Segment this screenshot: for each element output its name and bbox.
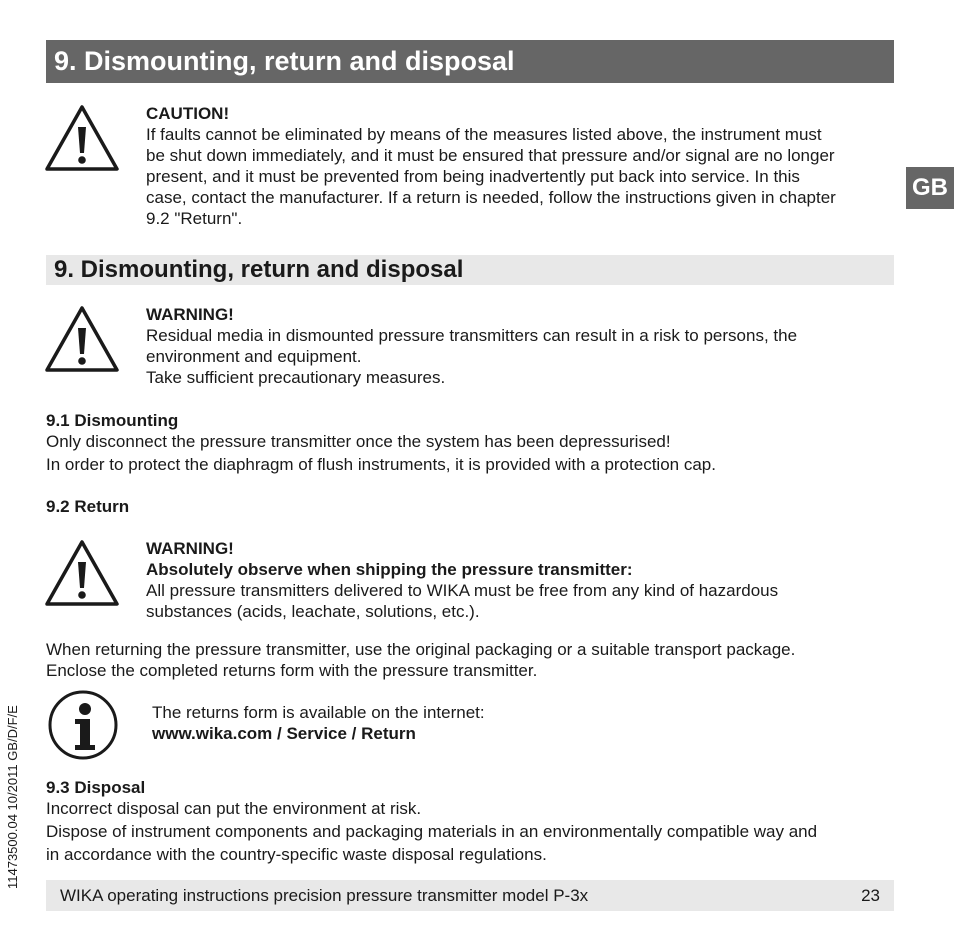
warning-line: Take sufficient precautionary measures. bbox=[146, 368, 446, 387]
page-title: 9. Dismounting, return and disposal bbox=[46, 40, 894, 83]
language-tab: GB bbox=[906, 167, 954, 209]
disposal-line: in accordance with the country-specific waste disposal regulations. bbox=[46, 845, 547, 864]
warning-heading: WARNING! bbox=[146, 305, 234, 324]
caution-heading: CAUTION! bbox=[146, 104, 230, 123]
info-text: The returns form is available on the internet: bbox=[152, 703, 485, 722]
warning-line: Residual media in dismounted pressure transmitters can result in a risk to persons, the bbox=[146, 326, 798, 345]
caution-line: 9.2 "Return". bbox=[146, 209, 243, 228]
footer bbox=[46, 880, 894, 911]
return-heading: 9.2 Return bbox=[46, 497, 130, 516]
info-icon bbox=[47, 689, 119, 761]
return-line: When returning the pressure transmitter, use the original packaging or a suitable transport package. bbox=[46, 640, 796, 659]
disposal-line: Dispose of instrument components and packaging materials in an environmentally compatible way and bbox=[46, 822, 818, 841]
disposal-line: Incorrect disposal can put the environment at risk. bbox=[46, 799, 422, 818]
return-warning-line: All pressure transmitters delivered to WIKA must be free from any kind of hazardous bbox=[146, 581, 779, 600]
warning-line: environment and equipment. bbox=[146, 347, 362, 366]
warning-triangle-icon bbox=[44, 538, 120, 608]
return-line: Enclose the completed returns form with the pressure transmitter. bbox=[46, 661, 538, 680]
return-warning-line: substances (acids, leachate, solutions, etc.). bbox=[146, 602, 480, 621]
caution-line: present, and it must be prevented from being inadvertently put back into service. In this bbox=[146, 167, 800, 186]
section-title: 9. Dismounting, return and disposal bbox=[46, 255, 894, 285]
caution-line: If faults cannot be eliminated by means of the measures listed above, the instrument must bbox=[146, 125, 822, 144]
caution-line: be shut down immediately, and it must be ensured that pressure and/or signal are no longer bbox=[146, 146, 835, 165]
return-warning-heading: WARNING! bbox=[146, 539, 234, 558]
dismounting-heading: 9.1 Dismounting bbox=[46, 411, 179, 430]
page-number: 23 bbox=[861, 886, 880, 905]
caution-line: case, contact the manufacturer. If a return is needed, follow the instructions given in chapter bbox=[146, 188, 836, 207]
warning-triangle-icon bbox=[44, 103, 120, 173]
document-code: 11473500.04 10/2011 GB/D/F/E bbox=[5, 705, 20, 889]
footer-text: WIKA operating instructions precision pressure transmitter model P-3x bbox=[60, 886, 589, 905]
disposal-heading: 9.3 Disposal bbox=[46, 778, 146, 797]
dismounting-line: Only disconnect the pressure transmitter once the system has been depressurised! bbox=[46, 432, 671, 451]
returns-link[interactable]: www.wika.com / Service / Return bbox=[152, 724, 416, 743]
warning-triangle-icon bbox=[44, 304, 120, 374]
dismounting-line: In order to protect the diaphragm of flush instruments, it is provided with a protection cap. bbox=[46, 455, 716, 474]
return-warning-subheading: Absolutely observe when shipping the pressure transmitter: bbox=[146, 560, 633, 579]
